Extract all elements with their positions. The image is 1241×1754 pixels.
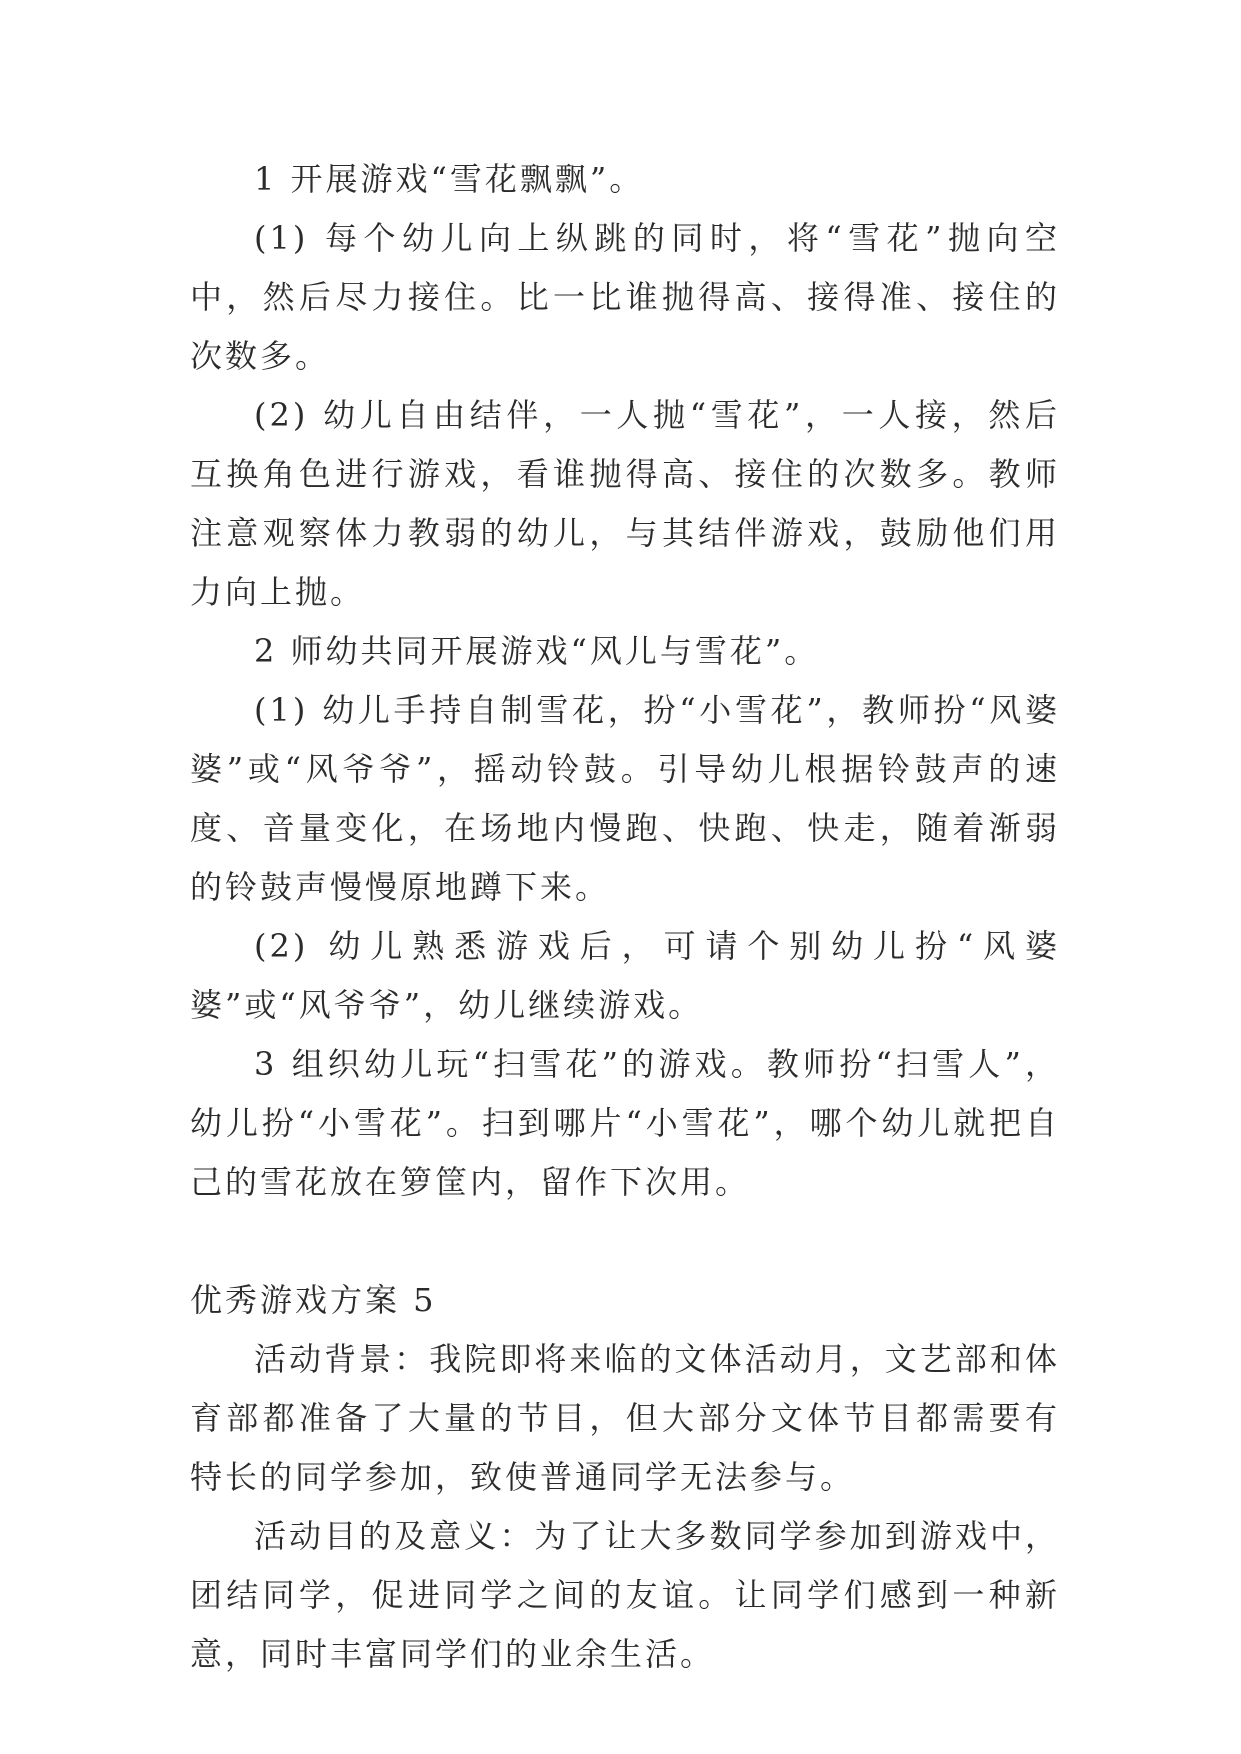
paragraph-background: 活动背景：我院即将来临的文体活动月，文艺部和体育部都准备了大量的节目，但大部分文体节目都需要有特长的同学参加，致使普通同学无法参与。 <box>190 1340 1060 1496</box>
paragraph-purpose: 活动目的及意义：为了让大多数同学参加到游戏中，团结同学，促进同学之间的友谊。让同学们感到一种新意，同时丰富同学们的业余生活。 <box>190 1517 1060 1673</box>
paragraph-activity-2: 2 师幼共同开展游戏“风儿与雪花”。 <box>254 632 820 670</box>
paragraph-activity-2-step-2: (2) 幼儿熟悉游戏后，可请个别幼儿扮“风婆婆”或“风爷爷”，幼儿继续游戏。 <box>190 927 1060 1024</box>
paragraph-activity-3: 3 组织幼儿玩“扫雪花”的游戏。教师扮“扫雪人”，幼儿扮“小雪花”。扫到哪片“小雪花”，哪个幼儿就把自己的雪花放在箩筐内，留作下次用。 <box>190 1045 1060 1201</box>
paragraph-activity-2-step-1: (1) 幼儿手持自制雪花，扮“小雪花”，教师扮“风婆婆”或“风爷爷”，摇动铃鼓。引导幼儿根据铃鼓声的速度、音量变化，在场地内慢跑、快跑、快走，随着渐弱的铃鼓声慢慢原地蹲下来。 <box>190 691 1060 906</box>
section-heading: 优秀游戏方案 5 <box>190 1281 437 1319</box>
paragraph-activity-1-step-2: (2) 幼儿自由结伴，一人抛“雪花”，一人接，然后互换角色进行游戏，看谁抛得高、接住的次数多。教师注意观察体力教弱的幼儿，与其结伴游戏，鼓励他们用力向上抛。 <box>190 396 1060 611</box>
document-page <box>190 150 1060 1684</box>
paragraph-activity-1-step-1: (1) 每个幼儿向上纵跳的同时，将“雪花”抛向空中，然后尽力接住。比一比谁抛得高、接得准、接住的次数多。 <box>190 219 1060 375</box>
paragraph-activity-1: 1 开展游戏“雪花飘飘”。 <box>254 160 645 198</box>
